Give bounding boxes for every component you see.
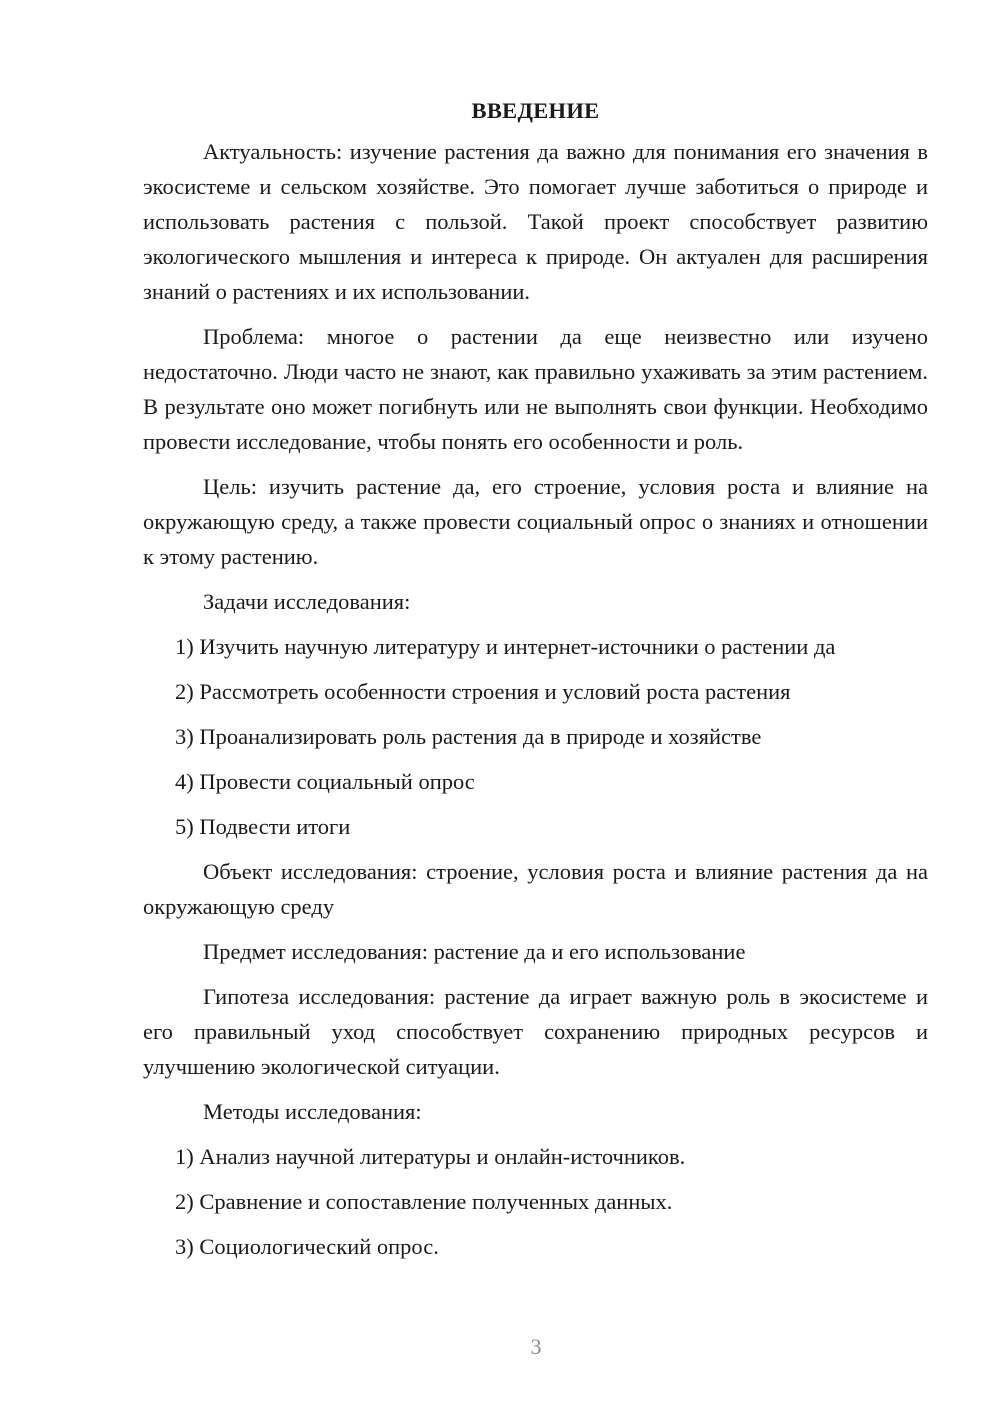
hypothesis-paragraph: Гипотеза исследования: растение да играет важную роль в экосистеме и его правильный уход способствует сохранению природных ресурсов и улучшению экологической ситуации. <box>143 984 928 1079</box>
method-item: 3) Социологический опрос. <box>175 1234 439 1259</box>
task-item: 3) Проанализировать роль растения да в природе и хозяйстве <box>175 724 762 749</box>
task-item: 2) Рассмотреть особенности строения и условий роста растения <box>175 679 791 704</box>
methods-list <box>143 1139 928 1264</box>
section-title: ВВЕДЕНИЕ <box>471 98 600 123</box>
method-item: 1) Анализ научной литературы и онлайн-источников. <box>175 1144 686 1169</box>
relevance-paragraph: Актуальность: изучение растения да важно для понимания его значения в экосистеме и сельском хозяйстве. Это помогает лучше заботиться о природе и использовать растения с пользой. Такой проект способствует развитию экологического мышления и интереса к природе. Он актуален для расширения знаний о растениях и их использовании. <box>143 139 928 304</box>
task-item: 4) Провести социальный опрос <box>175 769 475 794</box>
subject-paragraph: Предмет исследования: растение да и его использование <box>203 939 746 964</box>
tasks-list <box>143 629 928 844</box>
document-page <box>143 96 928 1274</box>
problem-paragraph: Проблема: многое о растении да еще неизвестно или изучено недостаточно. Люди часто не знают, как правильно ухаживать за этим растением. В результате оно может погибнуть или не выполнять свои функции. Необходимо провести исследование, чтобы понять его особенности и роль. <box>143 324 928 454</box>
method-item: 2) Сравнение и сопоставление полученных данных. <box>175 1189 673 1214</box>
page-number: 3 <box>530 1334 542 1359</box>
methods-heading: Методы исследования: <box>203 1099 422 1124</box>
task-item: 1) Изучить научную литературу и интернет-источники о растении да <box>175 634 836 659</box>
tasks-heading: Задачи исследования: <box>203 589 411 614</box>
task-item: 5) Подвести итоги <box>175 814 351 839</box>
object-paragraph: Объект исследования: строение, условия роста и влияние растения да на окружающую среду <box>143 859 928 919</box>
goal-paragraph: Цель: изучить растение да, его строение, условия роста и влияние на окружающую среду, а также провести социальный опрос о знаниях и отношении к этому растению. <box>143 474 928 569</box>
